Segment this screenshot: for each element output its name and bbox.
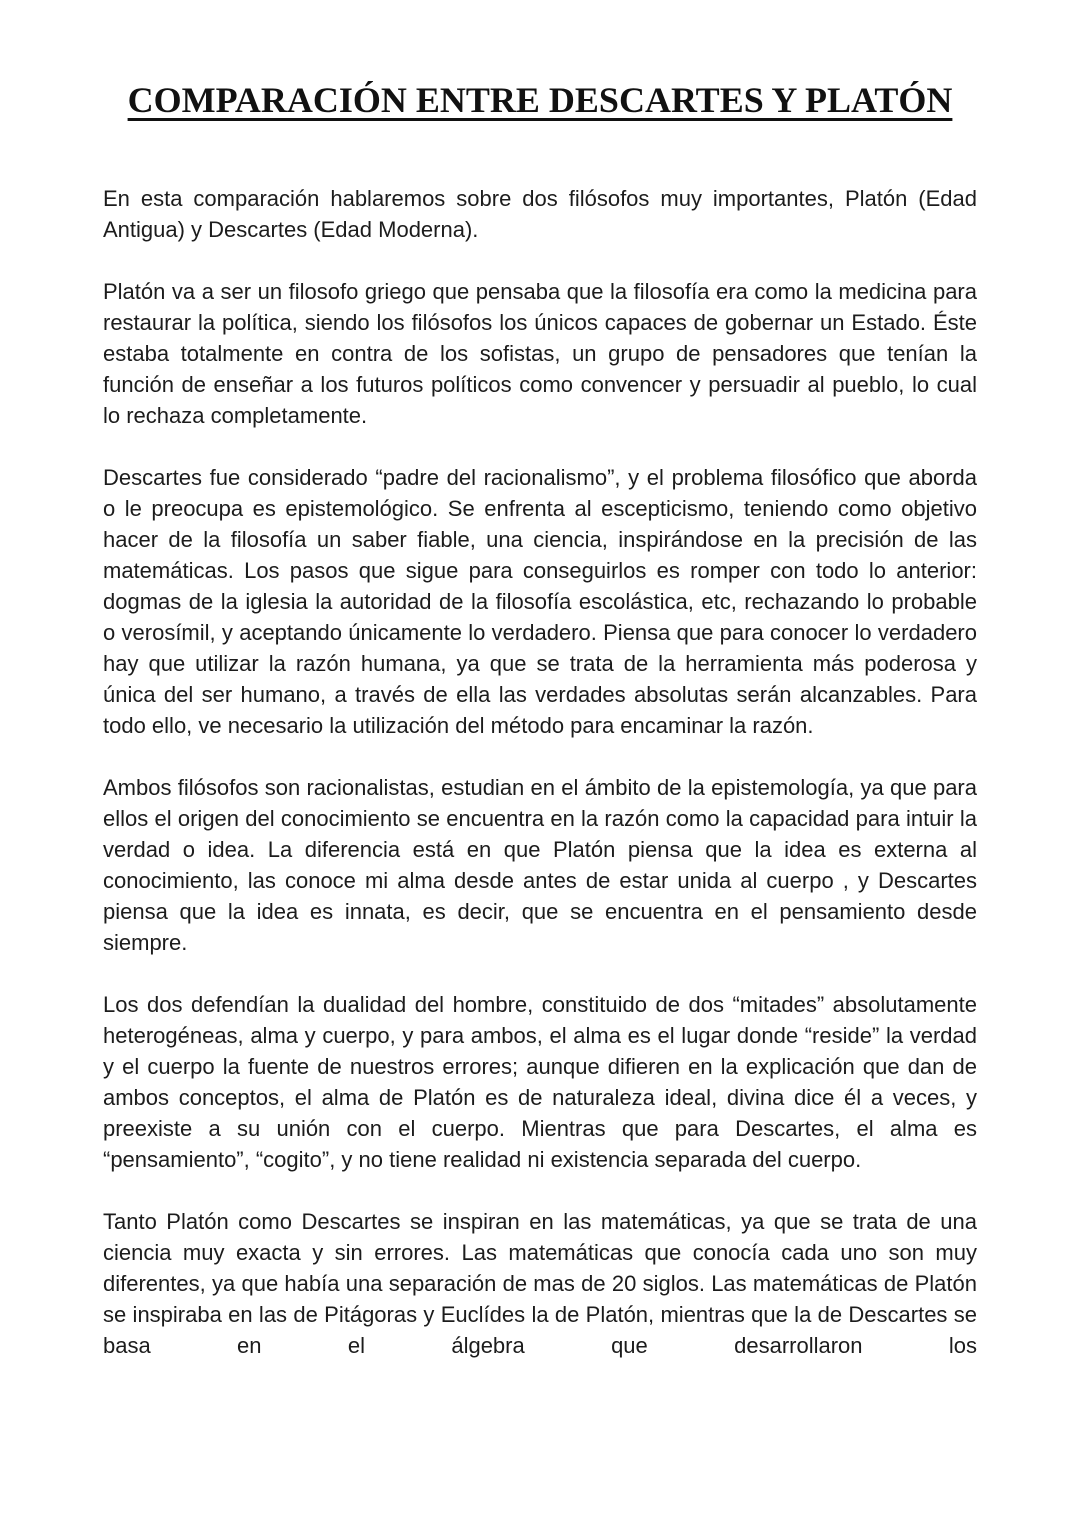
paragraph-matematicas: Tanto Platón como Descartes se inspiran en las matemáticas, ya que se trata de una ciencia muy exacta y sin errores. Las matemáticas que conocía cada uno son muy diferentes, ya que había una separación de mas de 20 siglos. Las matemáticas de Platón se inspiraba en las de Pitágoras y Euclídes la de Platón, mientras que la de Descartes se basa en el álgebra que desarrollaron los [103,1209,977,1358]
paragraph-dualidad: Los dos defendían la dualidad del hombre, constituido de dos “mitades” absolutamente heterogéneas, alma y cuerpo, y para ambos, el alma es el lugar donde “reside” la verdad y el cuerpo la fuente de nuestros errores; aunque difieren en la explicación que dan de ambos conceptos, el alma de Platón es de naturaleza ideal, divina dice él a veces, y preexiste a su unión con el cuerpo. Mientras que para Descartes, el alma es “pensamiento”, “cogito”, y no tiene realidad ni existencia separada del cuerpo. [103,992,977,1172]
document-title: COMPARACIÓN ENTRE DESCARTES Y PLATÓN [127,80,953,120]
paragraph-intro: En esta comparación hablaremos sobre dos filósofos muy importantes, Platón (Edad Antigua) y Descartes (Edad Moderna). [103,186,977,242]
paragraph-descartes: Descartes fue considerado “padre del racionalismo”, y el problema filosófico que aborda o le preocupa es epistemológico. Se enfrenta al escepticismo, teniendo como objetivo hacer de la filosofía un saber fiable, una ciencia, inspirándose en la precisión de las matemáticas. Los pasos que sigue para conseguirlos es romper con todo lo anterior: dogmas de la iglesia la autoridad de la filosofía escolástica, etc, rechazando lo probable o verosímil, y aceptando únicamente lo verdadero. Piensa que para conocer lo verdadero hay que utilizar la razón humana, ya que se trata de la herramienta más poderosa y única del ser humano, a través de ella las verdades absolutas serán alcanzables. Para todo ello, ve necesario la utilización del método para encaminar la razón. [103,465,977,738]
paragraph-racionalismo: Ambos filósofos son racionalistas, estudian en el ámbito de la epistemología, ya que para ellos el origen del conocimiento se encuentra en la razón como la capacidad para intuir la verdad o idea. La diferencia está en que Platón piensa que la idea es externa al conocimiento, las conoce mi alma desde antes de estar unida al cuerpo , y Descartes piensa que la idea es innata, es decir, que se encuentra en el pensamiento desde siempre. [103,775,977,955]
document-body [103,183,977,1392]
paragraph-platon: Platón va a ser un filosofo griego que pensaba que la filosofía era como la medicina para restaurar la política, siendo los filósofos los únicos capaces de gobernar un Estado. Éste estaba totalmente en contra de los sofistas, un grupo de pensadores que tenían la función de enseñar a los futuros políticos como convencer y persuadir al pueblo, lo cual lo rechaza completamente. [103,279,977,428]
